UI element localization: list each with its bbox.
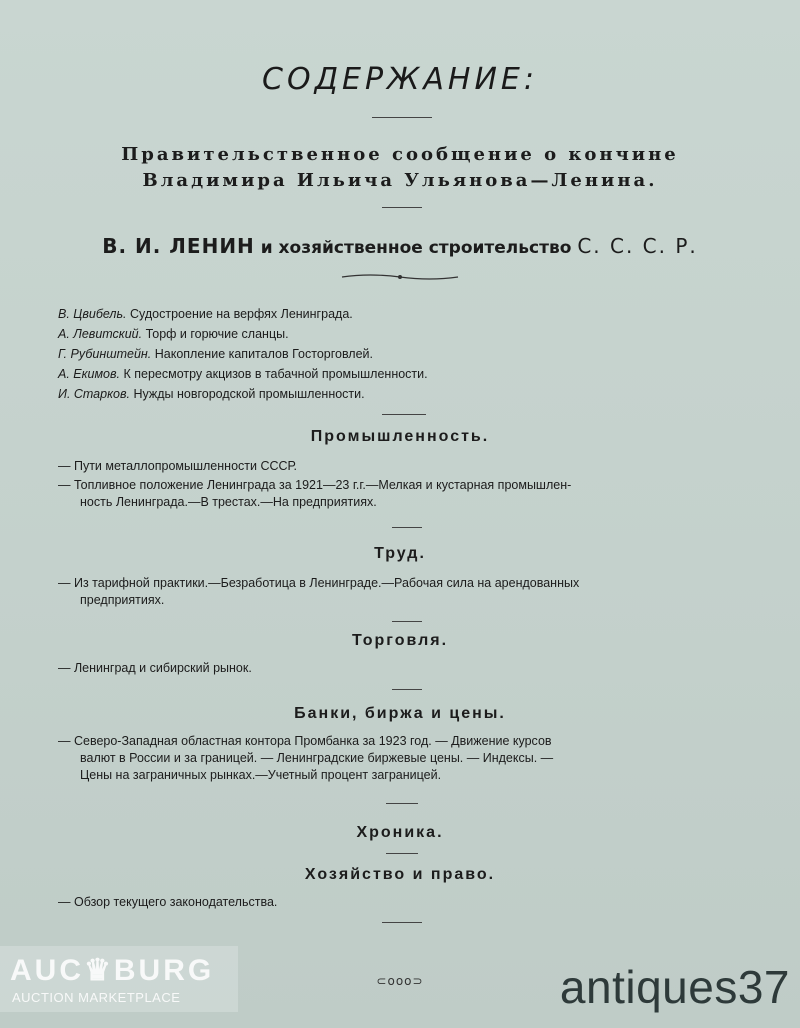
toc-item: — Из тарифной практики.—Безработица в Ленинграде.—Рабочая сила на арендованных предприятиях. bbox=[58, 576, 580, 607]
section-heading-banks: Банки, биржа и цены. bbox=[294, 705, 506, 722]
toc-item: — Северо-Западная областная контора Промбанка за 1923 год. — Движение курсов валют в России и за границей. — Ленинградские биржевые цены. — Индексы. — Цены на заграничных рынках.—Учетный процент заграницей. bbox=[58, 734, 554, 782]
article-list bbox=[58, 307, 428, 407]
section-heading-law: Хозяйство и право. bbox=[304, 866, 496, 883]
industry-rule bbox=[392, 527, 422, 528]
toc-item: — Ленинград и сибирский рынок. bbox=[58, 661, 252, 675]
ussr-abbr: С. С. С. Р. bbox=[577, 234, 698, 258]
lenin-name: В. И. ЛЕНИН bbox=[102, 234, 255, 258]
article-item: А. Левитский. Торф и горючие сланцы. bbox=[58, 327, 289, 341]
lenin-heading-rest: и хозяйственное строительство bbox=[260, 238, 572, 258]
banks-rule bbox=[386, 803, 418, 804]
lenin-heading bbox=[0, 234, 800, 258]
article-item: А. Екимов. К пересмотру акцизов в табачной промышленности. bbox=[58, 367, 428, 381]
end-ornament-icon: ⊂ооо⊃ bbox=[376, 974, 424, 988]
ornament-divider-icon bbox=[340, 272, 460, 282]
toc-item: — Топливное положение Ленинграда за 1921—23 г.г.—Мелкая и кустарная промышлен- ность Ленинграда.—В трестах.—На предприятиях. bbox=[58, 478, 572, 509]
labor-rule bbox=[392, 621, 422, 622]
gov-rule bbox=[382, 207, 422, 208]
section-heading-chronicle: Хроника. bbox=[356, 824, 444, 841]
chronicle-rule bbox=[386, 853, 418, 854]
article-item: Г. Рубинштейн. Накопление капиталов Госторговлей. bbox=[58, 347, 374, 361]
article-item: В. Цвибель. Судостроение на верфях Ленинграда. bbox=[58, 307, 353, 321]
section-heading-industry: Промышленность. bbox=[310, 428, 490, 445]
article-item: И. Старков. Нужды новгородской промышленности. bbox=[58, 387, 365, 401]
toc-item: — Обзор текущего законодательства. bbox=[58, 895, 278, 909]
seller-watermark: antiques37 bbox=[559, 961, 790, 1013]
articles-rule bbox=[382, 414, 426, 415]
auction-logo-subtitle: AUCTION MARKETPLACE bbox=[12, 990, 181, 1005]
toc-item: — Пути металлопромышленности СССР. bbox=[58, 459, 297, 473]
section-heading-labor: Труд. bbox=[374, 545, 426, 562]
title-rule bbox=[372, 117, 432, 118]
gov-notice-line2: Владимира Ильича Ульянова—Ленина. bbox=[142, 170, 658, 191]
trade-rule bbox=[392, 689, 422, 690]
contents-title: СОДЕРЖАНИЕ: bbox=[262, 62, 538, 97]
auction-logo: AUC♛BURG bbox=[10, 954, 215, 987]
section-heading-trade: Торговля. bbox=[351, 632, 449, 649]
law-rule bbox=[382, 922, 422, 923]
gov-notice-line1: Правительственное сообщение о кончине bbox=[121, 144, 679, 165]
